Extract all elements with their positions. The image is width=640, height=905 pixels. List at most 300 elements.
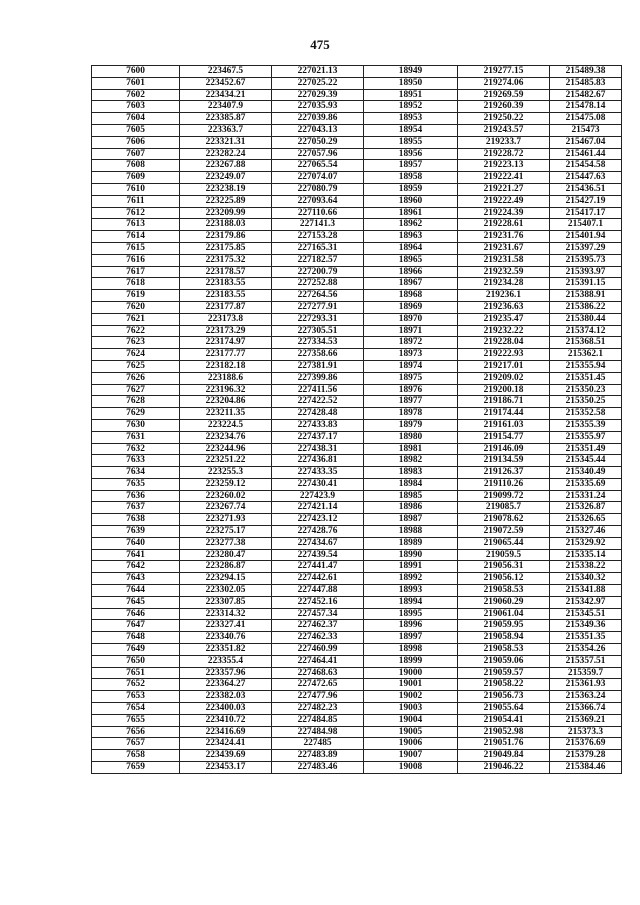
point-id-right-cell: 18966: [364, 266, 458, 278]
point-id-right-cell: 18954: [364, 124, 458, 136]
point-id-right-cell: 18988: [364, 526, 458, 538]
point-id-left-cell: 7615: [92, 242, 180, 254]
x-left-cell: 223182.18: [180, 360, 272, 372]
table-row: [92, 655, 622, 667]
x-right-cell: 219161.03: [458, 419, 550, 431]
x-right-cell: 219235.47: [458, 313, 550, 325]
y-left-cell: 227035.93: [272, 101, 364, 113]
point-id-right-cell: 18949: [364, 66, 458, 78]
x-left-cell: 223251.22: [180, 455, 272, 467]
x-right-cell: 219277.15: [458, 66, 550, 78]
x-left-cell: 223234.76: [180, 431, 272, 443]
point-id-right-cell: 18985: [364, 490, 458, 502]
point-id-left-cell: 7614: [92, 231, 180, 243]
point-id-left-cell: 7636: [92, 490, 180, 502]
x-left-cell: 223275.17: [180, 526, 272, 538]
point-id-left-cell: 7601: [92, 77, 180, 89]
y-left-cell: 227434.67: [272, 537, 364, 549]
table-row: [92, 714, 622, 726]
x-right-cell: 219056.73: [458, 691, 550, 703]
table-row: [92, 384, 622, 396]
point-id-left-cell: 7655: [92, 714, 180, 726]
y-left-cell: 227447.88: [272, 585, 364, 597]
x-left-cell: 223439.69: [180, 750, 272, 762]
y-right-cell: 215363.24: [550, 691, 622, 703]
point-id-left-cell: 7600: [92, 66, 180, 78]
y-right-cell: 215335.69: [550, 478, 622, 490]
point-id-left-cell: 7612: [92, 207, 180, 219]
table-row: [92, 514, 622, 526]
y-right-cell: 215342.97: [550, 596, 622, 608]
y-right-cell: 215379.28: [550, 750, 622, 762]
y-left-cell: 227485: [272, 738, 364, 750]
y-right-cell: 215359.7: [550, 667, 622, 679]
x-right-cell: 219236.1: [458, 290, 550, 302]
table-row: [92, 231, 622, 243]
point-id-right-cell: 18974: [364, 360, 458, 372]
table-row: [92, 549, 622, 561]
x-right-cell: 219056.12: [458, 573, 550, 585]
point-id-right-cell: 19002: [364, 691, 458, 703]
x-right-cell: 219085.7: [458, 502, 550, 514]
point-id-left-cell: 7659: [92, 762, 180, 774]
table-row: [92, 195, 622, 207]
point-id-right-cell: 18999: [364, 655, 458, 667]
point-id-right-cell: 18971: [364, 325, 458, 337]
y-left-cell: 227422.52: [272, 396, 364, 408]
point-id-left-cell: 7643: [92, 573, 180, 585]
y-right-cell: 215388.91: [550, 290, 622, 302]
point-id-left-cell: 7635: [92, 478, 180, 490]
x-left-cell: 223385.87: [180, 113, 272, 125]
point-id-left-cell: 7642: [92, 561, 180, 573]
table-row: [92, 266, 622, 278]
x-right-cell: 219126.37: [458, 467, 550, 479]
table-row: [92, 136, 622, 148]
y-left-cell: 227358.66: [272, 349, 364, 361]
x-right-cell: 219174.44: [458, 408, 550, 420]
x-left-cell: 223267.74: [180, 502, 272, 514]
y-right-cell: 215361.93: [550, 679, 622, 691]
point-id-right-cell: 18964: [364, 242, 458, 254]
table-row: [92, 124, 622, 136]
y-left-cell: 227334.53: [272, 337, 364, 349]
y-right-cell: 215397.29: [550, 242, 622, 254]
table-body: [92, 66, 622, 774]
table-row: [92, 537, 622, 549]
y-left-cell: 227153.28: [272, 231, 364, 243]
x-right-cell: 219051.76: [458, 738, 550, 750]
x-right-cell: 219231.76: [458, 231, 550, 243]
point-id-left-cell: 7650: [92, 655, 180, 667]
y-right-cell: 215366.74: [550, 703, 622, 715]
y-right-cell: 215373.3: [550, 726, 622, 738]
point-id-right-cell: 18965: [364, 254, 458, 266]
point-id-left-cell: 7609: [92, 172, 180, 184]
table-row: [92, 301, 622, 313]
y-right-cell: 215391.15: [550, 278, 622, 290]
x-right-cell: 219058.53: [458, 585, 550, 597]
x-left-cell: 223364.27: [180, 679, 272, 691]
y-right-cell: 215350.23: [550, 384, 622, 396]
y-left-cell: 227110.66: [272, 207, 364, 219]
y-left-cell: 227436.81: [272, 455, 364, 467]
point-id-right-cell: 18969: [364, 301, 458, 313]
y-left-cell: 227057.96: [272, 148, 364, 160]
point-id-left-cell: 7644: [92, 585, 180, 597]
x-right-cell: 219250.22: [458, 113, 550, 125]
table-row: [92, 691, 622, 703]
x-left-cell: 223307.85: [180, 596, 272, 608]
point-id-right-cell: 18967: [364, 278, 458, 290]
y-right-cell: 215341.88: [550, 585, 622, 597]
y-left-cell: 227472.65: [272, 679, 364, 691]
x-left-cell: 223280.47: [180, 549, 272, 561]
table-row: [92, 596, 622, 608]
point-id-right-cell: 18951: [364, 89, 458, 101]
table-row: [92, 608, 622, 620]
y-left-cell: 227165.31: [272, 242, 364, 254]
y-right-cell: 215362.1: [550, 349, 622, 361]
x-left-cell: 223173.29: [180, 325, 272, 337]
table-row: [92, 372, 622, 384]
y-left-cell: 227460.99: [272, 644, 364, 656]
x-left-cell: 223340.76: [180, 632, 272, 644]
x-left-cell: 223188.6: [180, 372, 272, 384]
y-right-cell: 215349.36: [550, 620, 622, 632]
point-id-left-cell: 7638: [92, 514, 180, 526]
point-id-right-cell: 19003: [364, 703, 458, 715]
x-left-cell: 223224.5: [180, 419, 272, 431]
point-id-right-cell: 18958: [364, 172, 458, 184]
y-right-cell: 215393.97: [550, 266, 622, 278]
y-right-cell: 215386.22: [550, 301, 622, 313]
point-id-left-cell: 7653: [92, 691, 180, 703]
table-row: [92, 738, 622, 750]
point-id-left-cell: 7617: [92, 266, 180, 278]
point-id-left-cell: 7640: [92, 537, 180, 549]
x-left-cell: 223327.41: [180, 620, 272, 632]
x-right-cell: 219146.09: [458, 443, 550, 455]
point-id-left-cell: 7652: [92, 679, 180, 691]
table-row: [92, 278, 622, 290]
point-id-left-cell: 7621: [92, 313, 180, 325]
point-id-left-cell: 7626: [92, 372, 180, 384]
y-right-cell: 215351.49: [550, 443, 622, 455]
x-left-cell: 223294.15: [180, 573, 272, 585]
x-left-cell: 223179.86: [180, 231, 272, 243]
table-row: [92, 360, 622, 372]
y-right-cell: 215485.83: [550, 77, 622, 89]
y-left-cell: 227423.12: [272, 514, 364, 526]
point-id-right-cell: 18959: [364, 183, 458, 195]
x-right-cell: 219046.22: [458, 762, 550, 774]
point-id-left-cell: 7619: [92, 290, 180, 302]
table-row: [92, 160, 622, 172]
x-right-cell: 219078.62: [458, 514, 550, 526]
point-id-right-cell: 18961: [364, 207, 458, 219]
y-right-cell: 215461.44: [550, 148, 622, 160]
point-id-right-cell: 19004: [364, 714, 458, 726]
table-row: [92, 679, 622, 691]
table-row: [92, 490, 622, 502]
x-right-cell: 219054.41: [458, 714, 550, 726]
x-right-cell: 219260.39: [458, 101, 550, 113]
table-row: [92, 561, 622, 573]
point-id-left-cell: 7605: [92, 124, 180, 136]
x-right-cell: 219099.72: [458, 490, 550, 502]
x-left-cell: 223282.24: [180, 148, 272, 160]
x-right-cell: 219233.7: [458, 136, 550, 148]
y-right-cell: 215376.69: [550, 738, 622, 750]
point-id-left-cell: 7613: [92, 219, 180, 231]
x-right-cell: 219060.29: [458, 596, 550, 608]
y-right-cell: 215340.49: [550, 467, 622, 479]
x-right-cell: 219228.61: [458, 219, 550, 231]
y-right-cell: 215368.51: [550, 337, 622, 349]
point-id-left-cell: 7630: [92, 419, 180, 431]
point-id-right-cell: 18989: [364, 537, 458, 549]
y-left-cell: 227182.57: [272, 254, 364, 266]
point-id-left-cell: 7646: [92, 608, 180, 620]
y-left-cell: 227421.14: [272, 502, 364, 514]
x-left-cell: 223271.93: [180, 514, 272, 526]
y-left-cell: 227381.91: [272, 360, 364, 372]
point-id-right-cell: 18952: [364, 101, 458, 113]
x-left-cell: 223244.96: [180, 443, 272, 455]
point-id-left-cell: 7649: [92, 644, 180, 656]
y-right-cell: 215427.19: [550, 195, 622, 207]
x-left-cell: 223249.07: [180, 172, 272, 184]
table-row: [92, 337, 622, 349]
y-left-cell: 227141.3: [272, 219, 364, 231]
y-left-cell: 227293.31: [272, 313, 364, 325]
y-right-cell: 215436.51: [550, 183, 622, 195]
y-left-cell: 227080.79: [272, 183, 364, 195]
x-left-cell: 223225.89: [180, 195, 272, 207]
point-id-right-cell: 18980: [364, 431, 458, 443]
x-right-cell: 219049.84: [458, 750, 550, 762]
x-right-cell: 219154.77: [458, 431, 550, 443]
x-left-cell: 223175.32: [180, 254, 272, 266]
y-left-cell: 227442.61: [272, 573, 364, 585]
point-id-right-cell: 18968: [364, 290, 458, 302]
point-id-left-cell: 7654: [92, 703, 180, 715]
page-number: 475: [310, 37, 330, 52]
point-id-right-cell: 18990: [364, 549, 458, 561]
table-row: [92, 408, 622, 420]
x-left-cell: 223357.96: [180, 667, 272, 679]
x-right-cell: 219232.22: [458, 325, 550, 337]
point-id-left-cell: 7628: [92, 396, 180, 408]
point-id-left-cell: 7616: [92, 254, 180, 266]
x-right-cell: 219059.95: [458, 620, 550, 632]
x-left-cell: 223175.85: [180, 242, 272, 254]
y-left-cell: 227252.88: [272, 278, 364, 290]
point-id-right-cell: 18970: [364, 313, 458, 325]
y-right-cell: 215407.1: [550, 219, 622, 231]
x-right-cell: 219243.57: [458, 124, 550, 136]
point-id-right-cell: 19005: [364, 726, 458, 738]
x-right-cell: 219234.28: [458, 278, 550, 290]
x-right-cell: 219222.93: [458, 349, 550, 361]
point-id-left-cell: 7606: [92, 136, 180, 148]
x-right-cell: 219052.98: [458, 726, 550, 738]
point-id-right-cell: 18997: [364, 632, 458, 644]
y-right-cell: 215374.12: [550, 325, 622, 337]
table-row: [92, 148, 622, 160]
point-id-right-cell: 18979: [364, 419, 458, 431]
table-row: [92, 207, 622, 219]
x-left-cell: 223255.3: [180, 467, 272, 479]
point-id-left-cell: 7641: [92, 549, 180, 561]
x-right-cell: 219058.53: [458, 644, 550, 656]
x-left-cell: 223178.57: [180, 266, 272, 278]
x-right-cell: 219056.31: [458, 561, 550, 573]
y-left-cell: 227437.17: [272, 431, 364, 443]
x-left-cell: 223260.02: [180, 490, 272, 502]
point-id-right-cell: 19007: [364, 750, 458, 762]
point-id-right-cell: 18992: [364, 573, 458, 585]
y-right-cell: 215350.25: [550, 396, 622, 408]
y-left-cell: 227021.13: [272, 66, 364, 78]
y-left-cell: 227484.85: [272, 714, 364, 726]
x-right-cell: 219224.39: [458, 207, 550, 219]
table-row: [92, 396, 622, 408]
point-id-left-cell: 7651: [92, 667, 180, 679]
x-right-cell: 219223.13: [458, 160, 550, 172]
x-right-cell: 219059.06: [458, 655, 550, 667]
y-left-cell: 227050.29: [272, 136, 364, 148]
y-right-cell: 215384.46: [550, 762, 622, 774]
y-left-cell: 227484.98: [272, 726, 364, 738]
table-row: [92, 313, 622, 325]
x-left-cell: 223183.55: [180, 278, 272, 290]
y-left-cell: 227039.86: [272, 113, 364, 125]
y-right-cell: 215489.38: [550, 66, 622, 78]
y-left-cell: 227029.39: [272, 89, 364, 101]
point-id-left-cell: 7607: [92, 148, 180, 160]
y-left-cell: 227452.16: [272, 596, 364, 608]
y-left-cell: 227482.23: [272, 703, 364, 715]
point-id-left-cell: 7656: [92, 726, 180, 738]
point-id-left-cell: 7634: [92, 467, 180, 479]
y-right-cell: 215354.26: [550, 644, 622, 656]
x-left-cell: 223302.05: [180, 585, 272, 597]
table-row: [92, 89, 622, 101]
y-left-cell: 227399.86: [272, 372, 364, 384]
point-id-left-cell: 7648: [92, 632, 180, 644]
point-id-left-cell: 7610: [92, 183, 180, 195]
y-right-cell: 215355.39: [550, 419, 622, 431]
x-left-cell: 223183.55: [180, 290, 272, 302]
table-row: [92, 242, 622, 254]
y-left-cell: 227438.31: [272, 443, 364, 455]
y-left-cell: 227065.54: [272, 160, 364, 172]
y-left-cell: 227468.63: [272, 667, 364, 679]
table-row: [92, 644, 622, 656]
point-id-left-cell: 7637: [92, 502, 180, 514]
x-left-cell: 223173.8: [180, 313, 272, 325]
x-left-cell: 223259.12: [180, 478, 272, 490]
x-left-cell: 223382.03: [180, 691, 272, 703]
y-left-cell: 227025.22: [272, 77, 364, 89]
x-right-cell: 219231.67: [458, 242, 550, 254]
y-right-cell: 215338.22: [550, 561, 622, 573]
table-row: [92, 419, 622, 431]
x-left-cell: 223196.32: [180, 384, 272, 396]
table-row: [92, 585, 622, 597]
y-right-cell: 215447.63: [550, 172, 622, 184]
y-left-cell: 227264.56: [272, 290, 364, 302]
x-left-cell: 223177.77: [180, 349, 272, 361]
x-left-cell: 223363.7: [180, 124, 272, 136]
x-left-cell: 223204.86: [180, 396, 272, 408]
table-row: [92, 349, 622, 361]
y-right-cell: 215327.46: [550, 526, 622, 538]
point-id-right-cell: 19001: [364, 679, 458, 691]
table-row: [92, 172, 622, 184]
y-left-cell: 227483.46: [272, 762, 364, 774]
x-left-cell: 223238.19: [180, 183, 272, 195]
point-id-right-cell: 18995: [364, 608, 458, 620]
point-id-left-cell: 7645: [92, 596, 180, 608]
y-left-cell: 227428.76: [272, 526, 364, 538]
x-right-cell: 219061.04: [458, 608, 550, 620]
y-right-cell: 215352.58: [550, 408, 622, 420]
point-id-left-cell: 7618: [92, 278, 180, 290]
y-right-cell: 215329.92: [550, 537, 622, 549]
table-row: [92, 478, 622, 490]
point-id-right-cell: 18975: [364, 372, 458, 384]
y-left-cell: 227093.64: [272, 195, 364, 207]
x-left-cell: 223211.35: [180, 408, 272, 420]
y-left-cell: 227277.91: [272, 301, 364, 313]
table-row: [92, 620, 622, 632]
y-left-cell: 227433.83: [272, 419, 364, 431]
point-id-left-cell: 7632: [92, 443, 180, 455]
table-row: [92, 762, 622, 774]
y-right-cell: 215473: [550, 124, 622, 136]
y-left-cell: 227457.34: [272, 608, 364, 620]
table-row: [92, 101, 622, 113]
y-left-cell: 227441.47: [272, 561, 364, 573]
x-left-cell: 223286.87: [180, 561, 272, 573]
x-left-cell: 223453.17: [180, 762, 272, 774]
y-right-cell: 215355.94: [550, 360, 622, 372]
point-id-right-cell: 19000: [364, 667, 458, 679]
x-left-cell: 223177.87: [180, 301, 272, 313]
y-left-cell: 227430.41: [272, 478, 364, 490]
y-left-cell: 227411.56: [272, 384, 364, 396]
x-left-cell: 223400.03: [180, 703, 272, 715]
x-right-cell: 219058.22: [458, 679, 550, 691]
y-left-cell: 227305.51: [272, 325, 364, 337]
y-right-cell: 215478.14: [550, 101, 622, 113]
y-right-cell: 215335.14: [550, 549, 622, 561]
x-right-cell: 219221.27: [458, 183, 550, 195]
x-right-cell: 219059.5: [458, 549, 550, 561]
x-right-cell: 219236.63: [458, 301, 550, 313]
coordinates-table: [91, 65, 622, 774]
table-row: [92, 290, 622, 302]
x-right-cell: 219217.01: [458, 360, 550, 372]
y-right-cell: 215326.65: [550, 514, 622, 526]
point-id-left-cell: 7658: [92, 750, 180, 762]
y-right-cell: 215357.51: [550, 655, 622, 667]
y-right-cell: 215454.58: [550, 160, 622, 172]
table-row: [92, 455, 622, 467]
